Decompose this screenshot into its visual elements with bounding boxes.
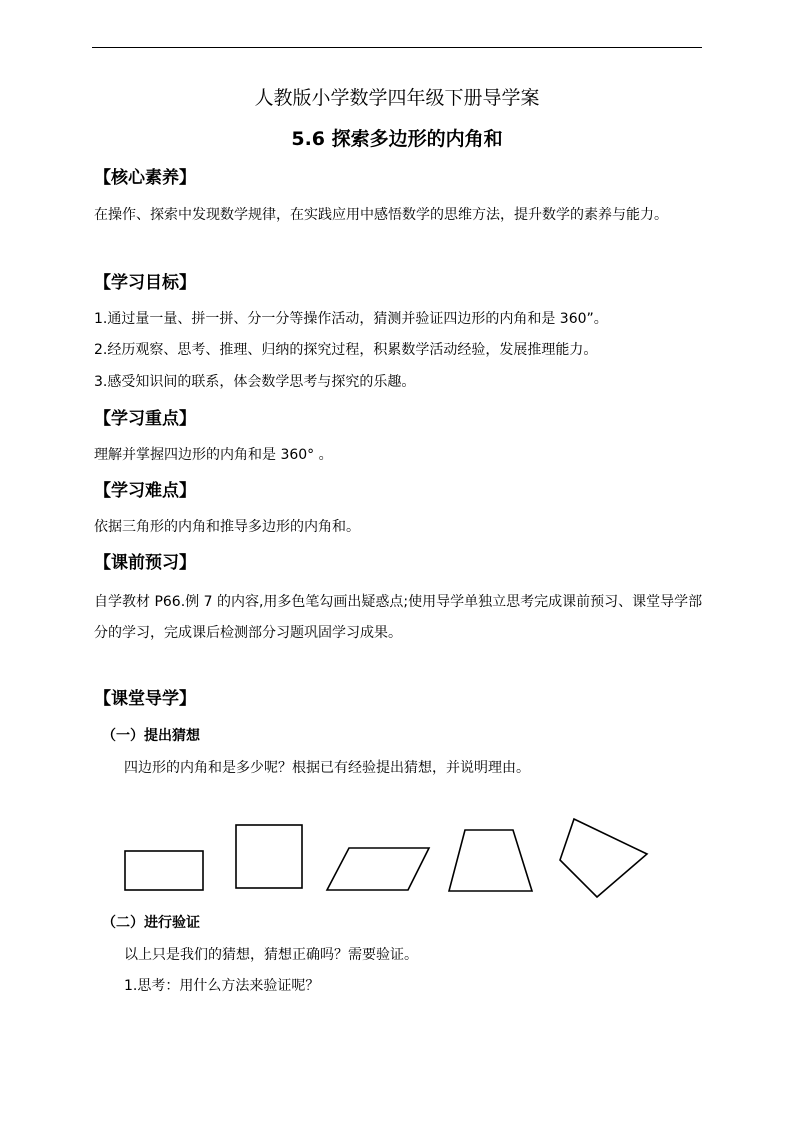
trapezoid-shape [449,830,532,891]
guide-part2-question-1: 1.思考：用什么方法来验证呢？ [124,978,320,994]
quadrilateral-figures [0,810,794,910]
heading-guide: 【课堂导学】 [94,689,196,709]
document-subtitle: 人教版小学数学四年级下册导学案 [254,87,540,109]
heading-preview: 【课前预习】 [94,553,196,573]
irregular-quadrilateral-shape [560,819,647,897]
square-shape [236,825,302,888]
header-rule [92,47,702,48]
guide-part1-text: 四边形的内角和是多少呢？根据已有经验提出猜想，并说明理由。 [124,760,530,776]
parallelogram-shape [327,848,429,890]
document-title: 5.6 探索多边形的内角和 [291,128,503,150]
heading-key: 【学习重点】 [94,409,196,429]
goal-item-2: 2.经历观察、思考、推理、归纳的探究过程，积累数学活动经验，发展推理能力。 [94,342,598,358]
guide-part1-label: （一）提出猜想 [102,728,200,744]
key-text: 理解并掌握四边形的内角和是 360° 。 [94,447,333,463]
rectangle-shape [125,851,203,890]
preview-text: 自学教材 P66.例 7 的内容,用多色笔勾画出疑惑点;使用导学单独立思考完成课前预习、课堂导学部分的学习，完成课后检测部分习题巩固学习成果。 [94,594,703,641]
heading-goals: 【学习目标】 [94,273,196,293]
difficulty-text: 依据三角形的内角和推导多边形的内角和。 [94,519,360,535]
goal-item-3: 3.感受知识间的联系，体会数学思考与探究的乐趣。 [94,374,416,390]
goal-item-1: 1.通过量一量、拼一拼、分一分等操作活动，猜测并验证四边形的内角和是 360”。 [94,311,608,327]
core-text: 在操作、探索中发现数学规律，在实践应用中感悟数学的思维方法，提升数学的素养与能力。 [94,207,668,223]
heading-difficulty: 【学习难点】 [94,481,196,501]
guide-part2-label: （二）进行验证 [102,915,200,931]
guide-part2-text: 以上只是我们的猜想，猜想正确吗？需要验证。 [124,947,418,963]
heading-core: 【核心素养】 [94,168,196,188]
